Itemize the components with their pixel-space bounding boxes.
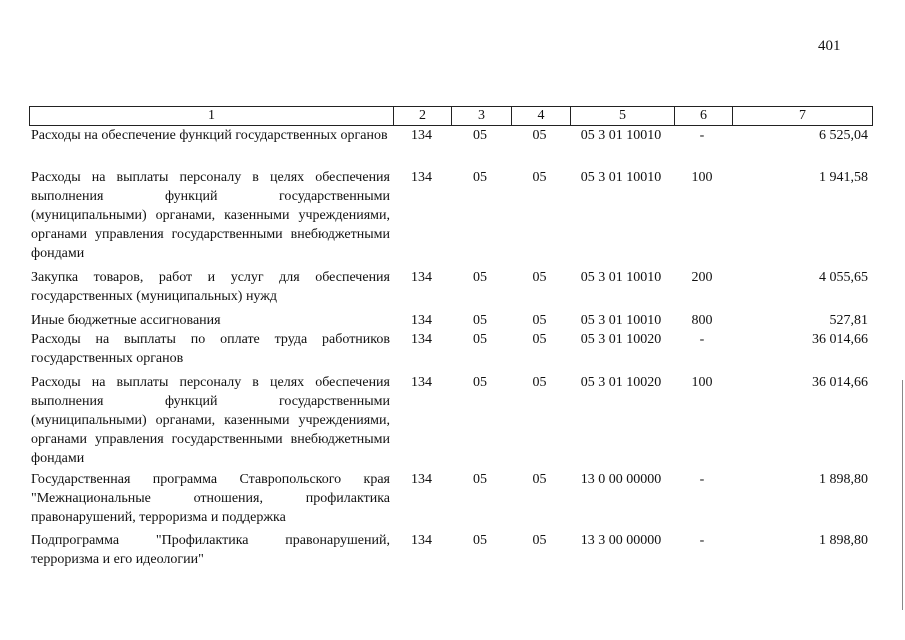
header-col-4: 4 xyxy=(511,107,570,125)
col-2-value: 134 xyxy=(411,472,432,487)
col-3-value: 05 xyxy=(473,332,487,347)
col-7-amount: 527,81 xyxy=(829,313,868,328)
col-4-value: 05 xyxy=(532,375,547,390)
col-6-value: 100 xyxy=(691,170,713,185)
col-6-value: - xyxy=(699,332,705,347)
col-3-value: 05 xyxy=(473,270,487,285)
row-name: Расходы на выплаты персоналу в целях обеспечения выполнения функций государственными (муниципальными) органами, казенными учреждениями, органами управления государственными внебюджетными фондами xyxy=(31,170,390,261)
col-2-value: 134 xyxy=(411,128,432,143)
header-col-7: 7 xyxy=(732,107,872,125)
col-6-value: 200 xyxy=(691,270,713,285)
col-3-value: 05 xyxy=(473,313,487,328)
col-5-value: 05 3 01 10010 xyxy=(580,270,662,285)
col-2-value: 134 xyxy=(411,270,432,285)
row-name: Расходы на выплаты персоналу в целях обеспечения выполнения функций государственными (муниципальными) органами, казенными учреждениями, органами управления государственными внебюджетными фондами xyxy=(31,375,390,466)
col-2-value: 134 xyxy=(411,332,432,347)
col-5-value: 05 3 01 10010 xyxy=(580,170,662,185)
col-7-amount: 6 525,04 xyxy=(819,128,868,143)
row-name: Подпрограмма "Профилактика правонарушений, терроризма и его идеологии" xyxy=(31,533,390,567)
col-3-value: 05 xyxy=(473,170,487,185)
col-7-amount: 1 941,58 xyxy=(819,170,868,185)
col-7-amount: 36 014,66 xyxy=(812,332,868,347)
col-4-value: 05 xyxy=(532,533,547,548)
header-col-2: 2 xyxy=(393,107,451,125)
col-3-value: 05 xyxy=(473,128,487,143)
col-4-value: 05 xyxy=(532,313,547,328)
col-5-value: 05 3 01 10010 xyxy=(580,313,662,328)
row-name: Иные бюджетные ассигнования xyxy=(31,313,221,328)
col-5-value: 05 3 01 10010 xyxy=(580,128,662,143)
scan-edge-line xyxy=(902,380,903,610)
header-col-5: 5 xyxy=(570,107,674,125)
row-name: Государственная программа Ставропольского края "Межнациональные отношения, профилактика правонарушений, терроризма и поддержка xyxy=(31,472,390,525)
header-col-1: 1 xyxy=(208,108,215,123)
col-2-value: 134 xyxy=(411,533,432,548)
col-5-value: 05 3 01 10020 xyxy=(580,375,662,390)
col-6-value: - xyxy=(699,472,705,487)
col-6-value: - xyxy=(699,533,705,548)
col-2-value: 134 xyxy=(411,170,432,185)
header-col-6: 6 xyxy=(674,107,732,125)
col-5-value: 05 3 01 10020 xyxy=(580,332,662,347)
col-6-value: - xyxy=(699,128,705,143)
col-4-value: 05 xyxy=(532,170,547,185)
col-6-value: 100 xyxy=(691,375,713,390)
col-3-value: 05 xyxy=(473,472,487,487)
col-4-value: 05 xyxy=(532,472,547,487)
header-col-3: 3 xyxy=(451,107,511,125)
col-7-amount: 4 055,65 xyxy=(819,270,868,285)
col-7-amount: 1 898,80 xyxy=(819,533,868,548)
col-2-value: 134 xyxy=(411,375,432,390)
col-7-amount: 36 014,66 xyxy=(812,375,868,390)
col-4-value: 05 xyxy=(532,332,547,347)
row-name: Расходы на выплаты по оплате труда работников государственных органов xyxy=(31,332,390,366)
col-5-value: 13 3 00 00000 xyxy=(580,533,662,548)
page-number: 401 xyxy=(818,38,841,54)
col-7-amount: 1 898,80 xyxy=(819,472,868,487)
col-5-value: 13 0 00 00000 xyxy=(580,472,662,487)
col-3-value: 05 xyxy=(473,375,487,390)
row-name: Закупка товаров, работ и услуг для обеспечения государственных (муниципальных) нужд xyxy=(31,270,390,304)
row-name: Расходы на обеспечение функций государственных органов xyxy=(31,128,388,143)
col-2-value: 134 xyxy=(411,313,432,328)
col-3-value: 05 xyxy=(473,533,487,548)
col-4-value: 05 xyxy=(532,128,547,143)
col-4-value: 05 xyxy=(532,270,547,285)
col-6-value: 800 xyxy=(691,313,713,328)
table-header xyxy=(29,106,873,126)
